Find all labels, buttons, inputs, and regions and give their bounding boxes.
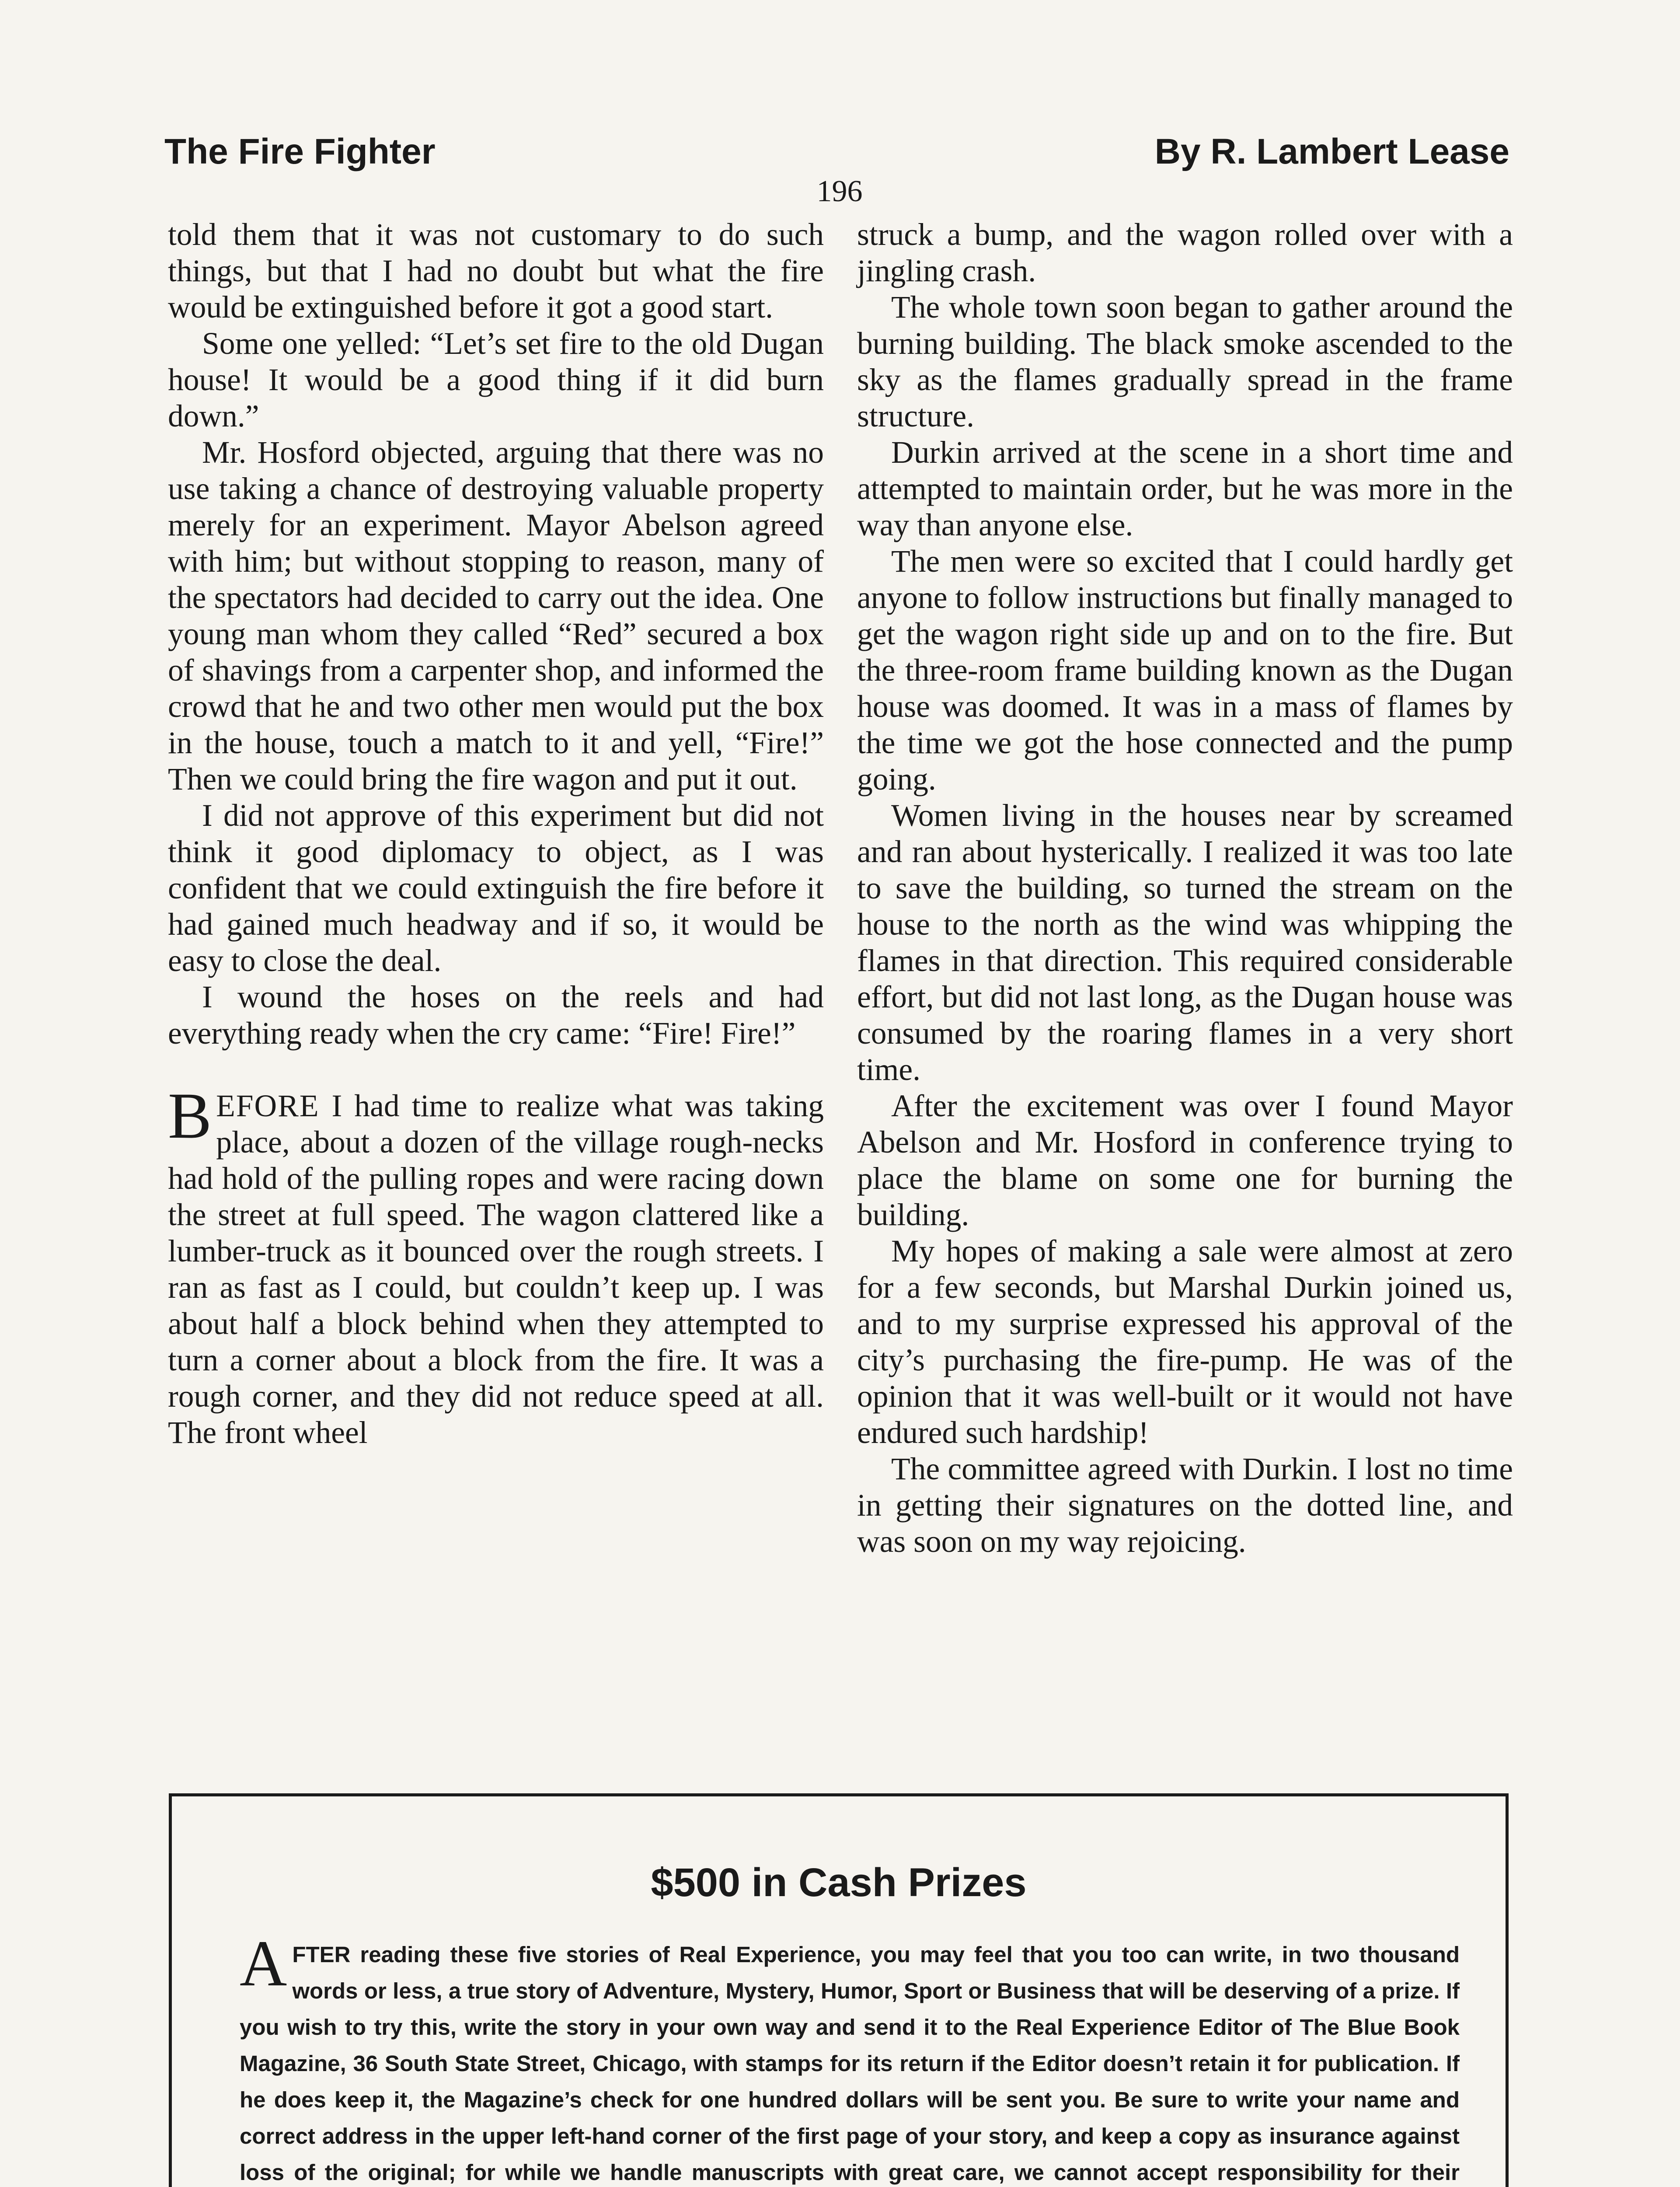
paragraph: Durkin arrived at the scene in a short time and attempted to maintain order, but he was more in the way than anyone else. [857,435,1513,542]
paragraph: Mr. Hosford objected, arguing that there was no use taking a chance of destroying valuable property merely for an experiment. Mayor Abelson agreed with him; but without stopping to reason, many of the spectators had decided to carry out the idea. One young man whom they called “Red” secured a box of shavings from a carpenter shop, and informed the crowd that he and two other men would put the box in the house, touch a match to it and yell, “Fire!” Then we could bring the fire wagon and put it out. [168,435,824,797]
paragraph: The committee agreed with Durkin. I lost no time in getting their signatures on the dotted line, and was soon on my way rejoicing. [857,1452,1513,1559]
prize-text: FTER reading these five stories of Real Experience, you may feel that you too can write, in two thousand words or less, a true story of Adventure, Mystery, Humor, Sport or Business that will be deserving of a prize. If you wish to try this, write the story in your own way and send it to the Real Experience Editor of The Blue Book Magazine, 36 South State Street, Chicago, with stamps for its return if the Editor doesn’t retain it for publication. If he does keep it, the Magazine’s check for one hundred dollars will be sent you. Be sure to write your name and correct address in the upper left-hand corner of the first page of your story, and keep a copy as insurance against loss of the original; for while we handle manuscripts with great care, we cannot accept responsibility for their [240,1942,1460,2185]
prize-body [240,1927,1460,2187]
drop-cap: A [240,1927,287,2000]
author-byline: By R. Lambert Lease [1154,132,1509,171]
page-number: 196 [816,175,863,208]
prize-title: $500 in Cash Prizes [651,1860,1027,1905]
left-column [168,217,824,1451]
section-opening-paragraph [168,1080,824,1451]
paragraph: The men were so excited that I could hardly get anyone to follow instructions but finally managed to get the wagon right side up and on to the fire. But the three-room frame building known as the Dugan house was doomed. It was in a mass of flames by the time we got the hose connected and the pump going. [857,544,1513,797]
paragraph: Some one yelled: “Let’s set fire to the old Dugan house! It would be a good thing if it did burn down.” [168,326,824,433]
cash-prize-announcement [169,1793,1509,2187]
right-column [857,217,1513,1560]
paragraph: After the excitement was over I found Mayor Abelson and Mr. Hosford in conference trying to place the blame on some one for burning the building. [857,1089,1513,1232]
paragraph-text: I had time to realize what was taking place, about a dozen of the village rough-necks had hold of the pulling ropes and were racing down the street at full speed. The wagon clattered like a lumber-truck as it bounced over the rough streets. I ran as fast as I could, but couldn’t keep up. I was about half a block behind when they attempted to turn a corner about a block from the fire. It was a rough corner, and they did not reduce speed at all. The front wheel [168,1089,824,1450]
paragraph: I did not approve of this experiment but did not think it good diplomacy to object, as I was confident that we could extinguish the fire before it had gained much headway and if so, it would be easy to close the deal. [168,798,824,978]
running-head [164,131,1509,179]
paragraph: I wound the hoses on the reels and had everything ready when the cry came: “Fire! Fire!” [168,980,824,1051]
paragraph: told them that it was not customary to do such things, but that I had no doubt but what the fire would be extinguished before it got a good start. [168,217,824,325]
paragraph: My hopes of making a sale were almost at zero for a few seconds, but Marshal Durkin joined us, and to my surprise expressed his approval of the city’s purchasing the fire-pump. He was of the opinion that it was well-built or it would not have endured such hardship! [857,1234,1513,1450]
paragraph: Women living in the houses near by screamed and ran about hysterically. I realized it was too late to save the building, so turned the stream on the house to the north as the wind was whipping the flames in that direction. This required considerable effort, but did not last long, as the Dugan house was consumed by the roaring flames in a very short time. [857,798,1513,1087]
paragraph: struck a bump, and the wagon rolled over with a jingling crash. [857,217,1513,288]
paragraph: The whole town soon began to gather around the burning building. The black smoke ascended to the sky as the flames gradually spread in the frame structure. [857,290,1513,433]
small-caps-lead: EFORE [216,1089,320,1123]
story-title: The Fire Fighter [164,132,436,171]
drop-cap: B [168,1080,212,1152]
